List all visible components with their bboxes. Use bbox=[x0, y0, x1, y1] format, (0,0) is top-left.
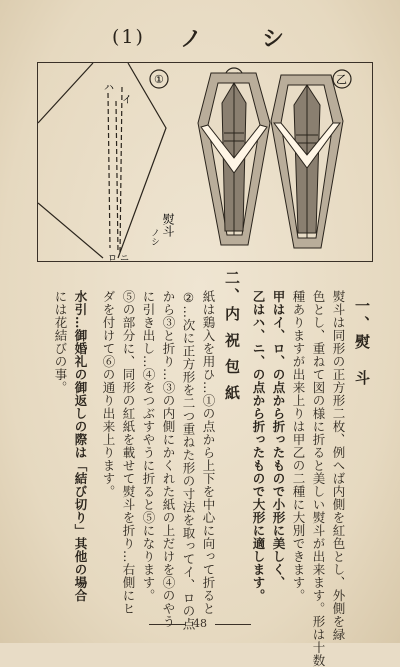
section-title-no: ノ bbox=[180, 26, 203, 52]
label-ni: ニ bbox=[120, 254, 130, 263]
paragraph-3-line-2: には花結びの事。 bbox=[53, 290, 68, 394]
label-ro: ロ bbox=[108, 254, 118, 263]
page-number: 48 bbox=[0, 617, 400, 630]
paragraph-2-line-4: に引き出し…④をつぶすやうに折ると⑤になります。 bbox=[141, 290, 156, 602]
noshi-word: 熨斗 bbox=[161, 213, 175, 237]
diagram-svg bbox=[38, 63, 374, 263]
paragraph-2-line-3: から③と折り…③の内側にかくれた紙の上だけを④のやう bbox=[161, 290, 176, 628]
variant-b-label: 乙 bbox=[336, 73, 347, 86]
heading-uchiiwai: 二、内 祝 包 紙 bbox=[223, 270, 241, 403]
paragraph-1-line-4: 甲はイ、ロ、の点から折ったもので小形に美しく、 bbox=[271, 290, 286, 589]
paragraph-1-line-1: 熨斗は同形の正方形二枚、例へば内側を紅色とし、外側を緑 bbox=[331, 290, 346, 641]
paragraph-2-line-1: 紙は鶏入を用ひ…①の点から上下を中心に向って折ると bbox=[201, 290, 216, 615]
folding-square bbox=[38, 63, 166, 258]
paragraph-1-line-3: 種ありますが出来上りは甲乙の二種に大別できます。 bbox=[291, 290, 306, 602]
section-title-shi: シ bbox=[262, 26, 285, 52]
folding-diagram bbox=[37, 62, 373, 262]
paragraph-2-line-6: ダを付けて⑥の通り出来上ります。 bbox=[101, 290, 116, 498]
paragraph-2-line-5: ⑤の部分に、同形の紅紙を載せて熨斗を折り…右側にヒ bbox=[121, 290, 136, 615]
paragraph-2-line-2: ②…次に正方形を二つ重ねた形の寸法を取ってイ、ロの点 bbox=[181, 290, 196, 631]
paragraph-1-line-5: 乙はハ、ニ、の点から折ったもので大形に適します。 bbox=[251, 290, 266, 602]
heading-noshi: 一、熨 斗 bbox=[353, 298, 371, 388]
noshi-variant-a bbox=[198, 73, 270, 245]
section-number: (1) bbox=[112, 26, 145, 48]
noshi-variant-b bbox=[271, 75, 343, 248]
noshi-reading: ノシ bbox=[149, 228, 159, 246]
label-ha: ハ bbox=[104, 83, 114, 94]
label-i: イ bbox=[122, 95, 132, 106]
paragraph-3-line-1: 水引…御婚礼の御返しの際は「結び切り」其他の場合 bbox=[73, 290, 88, 602]
paragraph-1-line-2: 色とし、重ねて図の様に折ると美しい熨斗が出来ます。形は十数 bbox=[311, 290, 326, 667]
step-label: ① bbox=[154, 73, 164, 86]
